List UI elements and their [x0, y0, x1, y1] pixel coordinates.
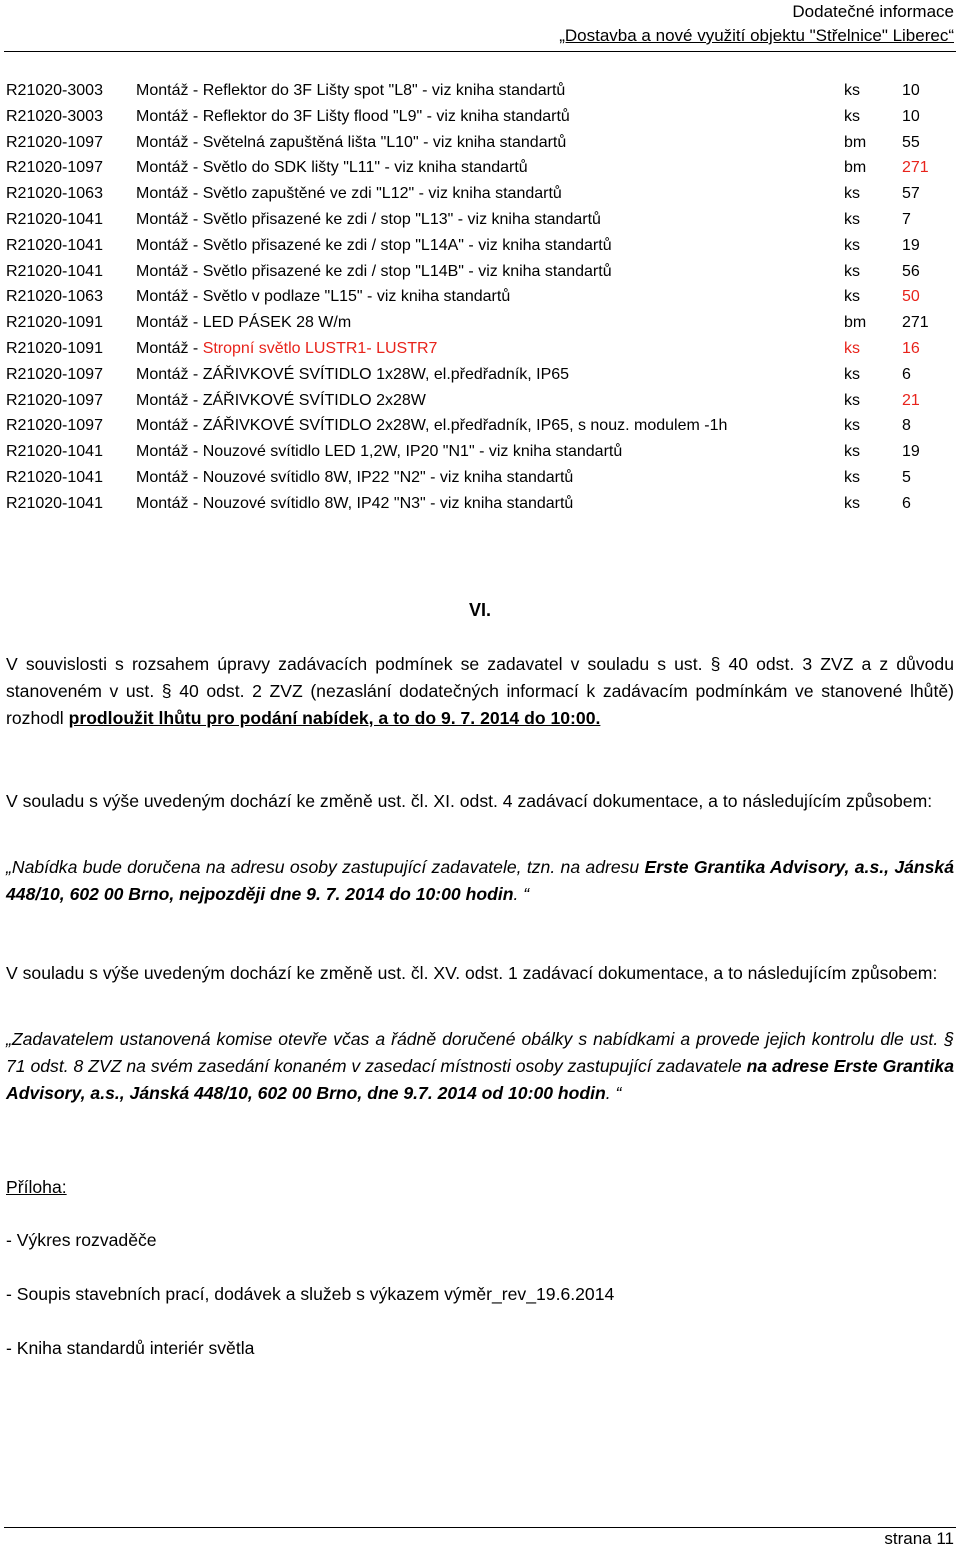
item-quantity: 55	[902, 133, 920, 151]
paragraph-change-xv: V souladu s výše uvedeným dochází ke změně ust. čl. XV. odst. 1 zadávací dokumentace, a to následujícím způsobem:	[6, 963, 938, 983]
paragraph-extension	[6, 651, 954, 732]
item-quantity: 50	[902, 288, 920, 306]
page-number: strana 11	[884, 1529, 954, 1548]
item-code: R21020-1097	[6, 417, 103, 435]
item-description: Montáž - Světlo v podlaze "L15" - viz kniha standartů	[136, 288, 511, 306]
item-code: R21020-3003	[6, 82, 103, 99]
item-code: R21020-1097	[6, 133, 103, 151]
paragraph-change-xi: V souladu s výše uvedeným dochází ke změně ust. čl. XI. odst. 4 zadávací dokumentace, a to následujícím způsobem:	[6, 791, 933, 811]
table-row	[6, 78, 956, 104]
table-row	[6, 284, 956, 310]
table-row	[6, 310, 956, 336]
quote-opening-address: na adrese Erste Grantika Advisory, a.s., Jánská 448/10, 602 00 Brno, dne 9.7. 2014 od 10:00 hodin	[6, 1056, 954, 1103]
footer-divider	[4, 1527, 956, 1528]
table-row	[6, 388, 956, 414]
table-row	[6, 233, 956, 259]
table-row	[6, 491, 956, 517]
attachment-item: - Výkres rozvaděče	[6, 1230, 157, 1250]
item-quantity: 7	[902, 210, 911, 228]
item-description: Montáž - Světelná zapuštěná lišta "L10" - viz kniha standartů	[136, 133, 567, 151]
item-description: Montáž - Světlo přisazené ke zdi / stop "L14B" - viz kniha standartů	[136, 262, 612, 280]
item-quantity: 271	[902, 159, 929, 177]
item-unit: ks	[844, 443, 860, 461]
item-unit: bm	[844, 314, 867, 332]
header-divider	[4, 51, 956, 52]
items-table	[6, 78, 956, 517]
quote-submission	[6, 854, 954, 908]
item-code: R21020-1063	[6, 185, 103, 203]
item-unit: ks	[844, 417, 860, 435]
item-code: R21020-1097	[6, 159, 103, 177]
attachment-item: - Kniha standardů interiér světla	[6, 1338, 255, 1358]
table-row	[6, 259, 956, 285]
table-row	[6, 155, 956, 181]
table-row	[6, 336, 956, 362]
item-quantity: 19	[902, 443, 920, 461]
quote-opening-text: „Zadavatelem ustanovená komise otevře včas a řádně doručené obálky s nabídkami a provede jejich kontrolu dle ust. § 71 odst. 8 ZVZ na svém zasedání konaném v zasedací místnosti osoby zastupující zadavatele	[6, 1029, 954, 1076]
item-quantity: 6	[902, 365, 911, 383]
quote-submission-address: Erste Grantika Advisory, a.s., Jánská 448/10, 602 00 Brno, nejpozději dne 9. 7. 2014 do 10:00 hodin	[6, 857, 954, 904]
quote-opening-end: . “	[605, 1083, 622, 1103]
item-code: R21020-1041	[6, 262, 103, 280]
attachment-item: - Soupis stavebních prací, dodávek a služeb s výkazem výměr_rev_19.6.2014	[6, 1284, 615, 1304]
item-description: Montáž - ZÁŘIVKOVÉ SVÍTIDLO 2x28W, el.předřadník, IP65, s nouz. modulem -1h	[136, 417, 728, 435]
table-row	[6, 413, 956, 439]
item-code: R21020-1097	[6, 391, 103, 409]
item-code: R21020-1091	[6, 339, 103, 357]
item-unit: ks	[844, 236, 860, 254]
item-code: R21020-1041	[6, 494, 103, 512]
item-quantity: 21	[902, 391, 920, 409]
table-row	[6, 181, 956, 207]
item-description: Montáž - Nouzové svítidlo LED 1,2W, IP20 "N1" - viz kniha standartů	[136, 443, 623, 461]
table-row	[6, 130, 956, 156]
item-description: Montáž - Nouzové svítidlo 8W, IP42 "N3" - viz kniha standartů	[136, 494, 574, 512]
item-unit: ks	[844, 185, 860, 203]
item-code: R21020-1041	[6, 236, 103, 254]
item-unit: ks	[844, 339, 860, 357]
item-unit: ks	[844, 107, 860, 125]
item-unit: ks	[844, 210, 860, 228]
item-description-highlight: Stropní světlo LUSTR1- LUSTR7	[202, 339, 438, 357]
page-header	[559, 0, 954, 48]
item-quantity: 57	[902, 185, 920, 203]
item-description	[136, 336, 437, 362]
item-code: R21020-1041	[6, 468, 103, 486]
quote-opening	[6, 1026, 954, 1107]
item-code: R21020-1063	[6, 288, 103, 306]
item-unit: ks	[844, 288, 860, 306]
header-subtitle: „Dostavba a nové využití objektu "Střelnice" Liberec“	[559, 26, 954, 45]
item-unit: bm	[844, 159, 867, 177]
item-code: R21020-1041	[6, 443, 103, 461]
item-description: Montáž - Reflektor do 3F Lišty flood "L9" - viz kniha standartů	[136, 107, 570, 125]
item-quantity: 6	[902, 494, 911, 512]
item-quantity: 16	[902, 339, 920, 357]
item-description: Montáž - Světlo do SDK lišty "L11" - viz kniha standartů	[136, 159, 528, 177]
item-code: R21020-1091	[6, 314, 103, 332]
item-description: Montáž - ZÁŘIVKOVÉ SVÍTIDLO 1x28W, el.předřadník, IP65	[136, 365, 570, 383]
deadline-extension: prodloužit lhůtu pro podání nabídek, a to do 9. 7. 2014 do 10:00.	[68, 708, 601, 728]
item-description: Montáž - Reflektor do 3F Lišty spot "L8" - viz kniha standartů	[136, 82, 566, 99]
item-unit: ks	[844, 391, 860, 409]
table-row	[6, 465, 956, 491]
item-description: Montáž - Světlo zapuštěné ve zdi "L12" - viz kniha standartů	[136, 185, 562, 203]
table-row	[6, 104, 956, 130]
item-unit: bm	[844, 133, 867, 151]
item-description: Montáž - Světlo přisazené ke zdi / stop "L14A" - viz kniha standartů	[136, 236, 612, 254]
quote-submission-end: . “	[513, 884, 530, 904]
item-description: Montáž - LED PÁSEK 28 W/m	[136, 314, 352, 332]
item-quantity: 10	[902, 82, 920, 99]
table-row	[6, 439, 956, 465]
item-code: R21020-1041	[6, 210, 103, 228]
header-title: Dodatečné informace	[792, 2, 954, 21]
item-quantity: 271	[902, 314, 929, 332]
item-unit: ks	[844, 262, 860, 280]
item-quantity: 5	[902, 468, 911, 486]
table-row	[6, 207, 956, 233]
item-quantity: 56	[902, 262, 920, 280]
item-unit: ks	[844, 82, 860, 99]
item-description: Montáž - Světlo přisazené ke zdi / stop "L13" - viz kniha standartů	[136, 210, 601, 228]
item-description-prefix: Montáž -	[136, 339, 203, 357]
item-quantity: 8	[902, 417, 911, 435]
item-unit: ks	[844, 494, 860, 512]
quote-submission-text: „Nabídka bude doručena na adresu osoby zastupující zadavatele, tzn. na adresu	[6, 857, 645, 877]
item-unit: ks	[844, 468, 860, 486]
table-row	[6, 362, 956, 388]
item-quantity: 10	[902, 107, 920, 125]
section-heading: VI.	[468, 600, 491, 620]
paragraph-extension-text: V souvislosti s rozsahem úpravy zadávacích podmínek se zadavatel v souladu s ust. § 40 odst. 3 ZVZ a z důvodu stanoveném v ust. § 40 odst. 2 ZVZ (nezaslání dodatečných informací k zadávacím podmínkám ve stanovené lhůtě) rozhodl	[6, 654, 954, 728]
item-quantity: 19	[902, 236, 920, 254]
attachments-label: Příloha:	[6, 1177, 67, 1197]
item-description: Montáž - ZÁŘIVKOVÉ SVÍTIDLO 2x28W	[136, 391, 426, 409]
item-unit: ks	[844, 365, 860, 383]
item-code: R21020-1097	[6, 365, 103, 383]
item-code: R21020-3003	[6, 107, 103, 125]
item-description: Montáž - Nouzové svítidlo 8W, IP22 "N2" - viz kniha standartů	[136, 468, 574, 486]
